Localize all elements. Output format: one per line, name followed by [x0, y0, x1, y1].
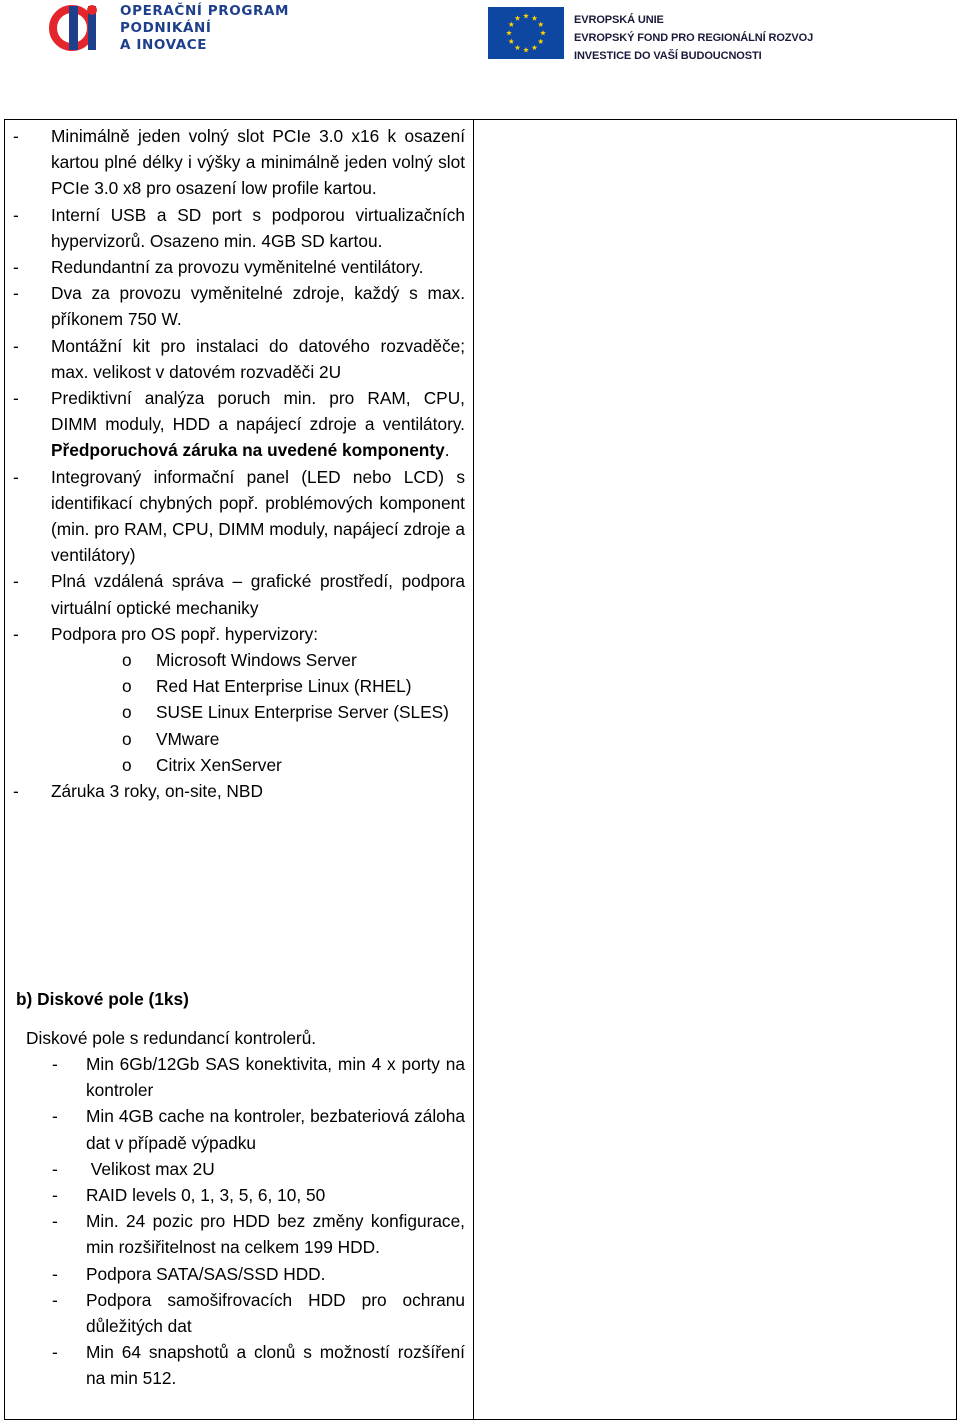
- dash-marker: -: [52, 1289, 58, 1310]
- circle-bullet: o: [122, 676, 132, 697]
- os-list-item: [5, 752, 473, 778]
- list-item: [5, 1287, 473, 1339]
- dash-marker: -: [13, 623, 19, 644]
- item-text: Velikost max 2U: [86, 1158, 215, 1179]
- list-item: [5, 123, 473, 202]
- os-name: Microsoft Windows Server: [156, 650, 357, 671]
- circle-bullet: o: [122, 728, 132, 749]
- list-item: [5, 254, 473, 280]
- item-bold-text: Předporuchová záruka na uvedené komponenty: [51, 440, 445, 461]
- item-text: Podpora pro OS popř. hypervizory:: [51, 623, 319, 644]
- op-logo-line: A INOVACE: [120, 37, 208, 53]
- circle-bullet: o: [122, 702, 132, 723]
- circle-bullet: o: [122, 650, 132, 671]
- op-pik-logo-text: [120, 3, 289, 54]
- dash-marker: -: [52, 1158, 58, 1179]
- os-list-item: [5, 726, 473, 752]
- os-name: Red Hat Enterprise Linux (RHEL): [156, 676, 412, 697]
- dash-marker: -: [13, 571, 19, 592]
- dash-marker: -: [13, 126, 19, 146]
- server-spec-list: [5, 123, 473, 804]
- spec-table: [4, 119, 957, 1420]
- item-text: Dva za provozu vyměnitelné zdroje, každý s max. příkonem 750 W.: [51, 283, 465, 330]
- dash-marker: -: [52, 1263, 58, 1284]
- list-item: [5, 1182, 473, 1208]
- item-text: Integrovaný informační panel (LED nebo LCD) s identifikací chybných popř. problémových komponent (min. pro RAM, CPU, DIMM moduly, napájecí zdroje a ventilátory): [51, 466, 465, 566]
- dash-marker: -: [52, 1106, 58, 1127]
- list-item: [5, 333, 473, 385]
- list-item: [5, 778, 473, 804]
- circle-bullet: o: [122, 754, 132, 775]
- eu-logo-line: EVROPSKÁ UNIE: [574, 14, 664, 26]
- item-text: Záruka 3 roky, on-site, NBD: [51, 781, 263, 802]
- os-name: VMware: [156, 728, 220, 749]
- item-text: Redundantní za provozu vyměnitelné ventilátory.: [51, 257, 424, 278]
- op-logo-line: PODNIKÁNÍ: [120, 20, 212, 36]
- os-name: Citrix XenServer: [156, 754, 282, 775]
- dash-marker: -: [13, 283, 19, 304]
- list-item: [5, 1208, 473, 1260]
- item-text: Prediktivní analýza poruch min. pro RAM, CPU, DIMM moduly, HDD a napájecí zdroje a ventilátory.: [51, 388, 465, 435]
- list-item: [5, 568, 473, 620]
- dash-marker: -: [13, 257, 19, 278]
- dash-marker: -: [13, 335, 19, 356]
- list-item: [5, 1103, 473, 1155]
- list-item: [5, 1339, 473, 1391]
- os-list-item: [5, 699, 473, 725]
- item-text: Min 64 snapshotů a clonů s možností rozšíření na min 512.: [86, 1342, 465, 1389]
- eu-logo-text: [574, 11, 813, 65]
- list-item: [5, 1051, 473, 1103]
- item-text: Min 6Gb/12Gb SAS konektivita, min 4 x porty na kontroler: [86, 1054, 465, 1101]
- dash-marker: -: [52, 1342, 58, 1363]
- page-header: [0, 0, 960, 80]
- eu-logo-line: EVROPSKÝ FOND PRO REGIONÁLNÍ ROZVOJ: [574, 32, 814, 44]
- dash-marker: -: [52, 1054, 58, 1074]
- dash-marker: -: [52, 1211, 58, 1232]
- disk-spec-list: [5, 1051, 473, 1392]
- list-item: [5, 1261, 473, 1287]
- item-text: Podpora samošifrovacích HDD pro ochranu důležitých dat: [86, 1289, 465, 1337]
- section-intro: Diskové pole s redundancí kontrolerů.: [26, 1028, 317, 1048]
- eu-logo-line: INVESTICE DO VAŠÍ BUDOUCNOSTI: [574, 50, 762, 62]
- item-text: Plná vzdálená správa – grafické prostředí, podpora virtuální optické mechaniky: [51, 571, 465, 618]
- item-text: RAID levels 0, 1, 3, 5, 6, 10, 50: [86, 1185, 326, 1206]
- dash-marker: -: [13, 204, 19, 225]
- list-item: [5, 1156, 473, 1182]
- item-text: Min 4GB cache na kontroler, bezbateriová záloha dat v případě výpadku: [86, 1106, 465, 1153]
- dash-marker: -: [52, 1185, 58, 1206]
- item-text: Podpora SATA/SAS/SSD HDD.: [86, 1263, 326, 1284]
- os-list-item: [5, 673, 473, 699]
- item-text: Minimálně jeden volný slot PCIe 3.0 x16 k osazení kartou plné délky i výšky a minimálně jeden volný slot PCIe 3.0 x8 pro osazení low profile kartou.: [51, 126, 465, 199]
- list-item: [5, 464, 473, 569]
- dash-marker: -: [13, 781, 19, 802]
- eu-flag-icon: [488, 7, 564, 59]
- list-item: [5, 202, 473, 254]
- op-logo-line: OPERAČNÍ PROGRAM: [120, 3, 290, 19]
- section-heading: b) Diskové pole (1ks): [16, 989, 189, 1009]
- item-text: Min. 24 pozic pro HDD bez změny konfigurace, min rozšiřitelnost na celkem 199 HDD.: [86, 1211, 465, 1258]
- list-item: [5, 280, 473, 332]
- os-name: SUSE Linux Enterprise Server (SLES): [156, 702, 449, 723]
- os-list-item: [5, 647, 473, 673]
- item-text: Montážní kit pro instalaci do datového rozvaděče; max. velikost v datovém rozvaděči 2U: [51, 335, 465, 382]
- list-item: [5, 385, 473, 464]
- item-text: Interní USB a SD port s podporou virtualizačních hypervizorů. Osazeno min. 4GB SD kartou.: [51, 204, 465, 251]
- op-pik-logo-icon: [48, 2, 104, 54]
- list-item: [5, 621, 473, 647]
- dash-marker: -: [13, 466, 19, 487]
- dash-marker: -: [13, 388, 19, 409]
- item-text-tail: .: [444, 440, 450, 461]
- column-divider: [473, 120, 474, 1419]
